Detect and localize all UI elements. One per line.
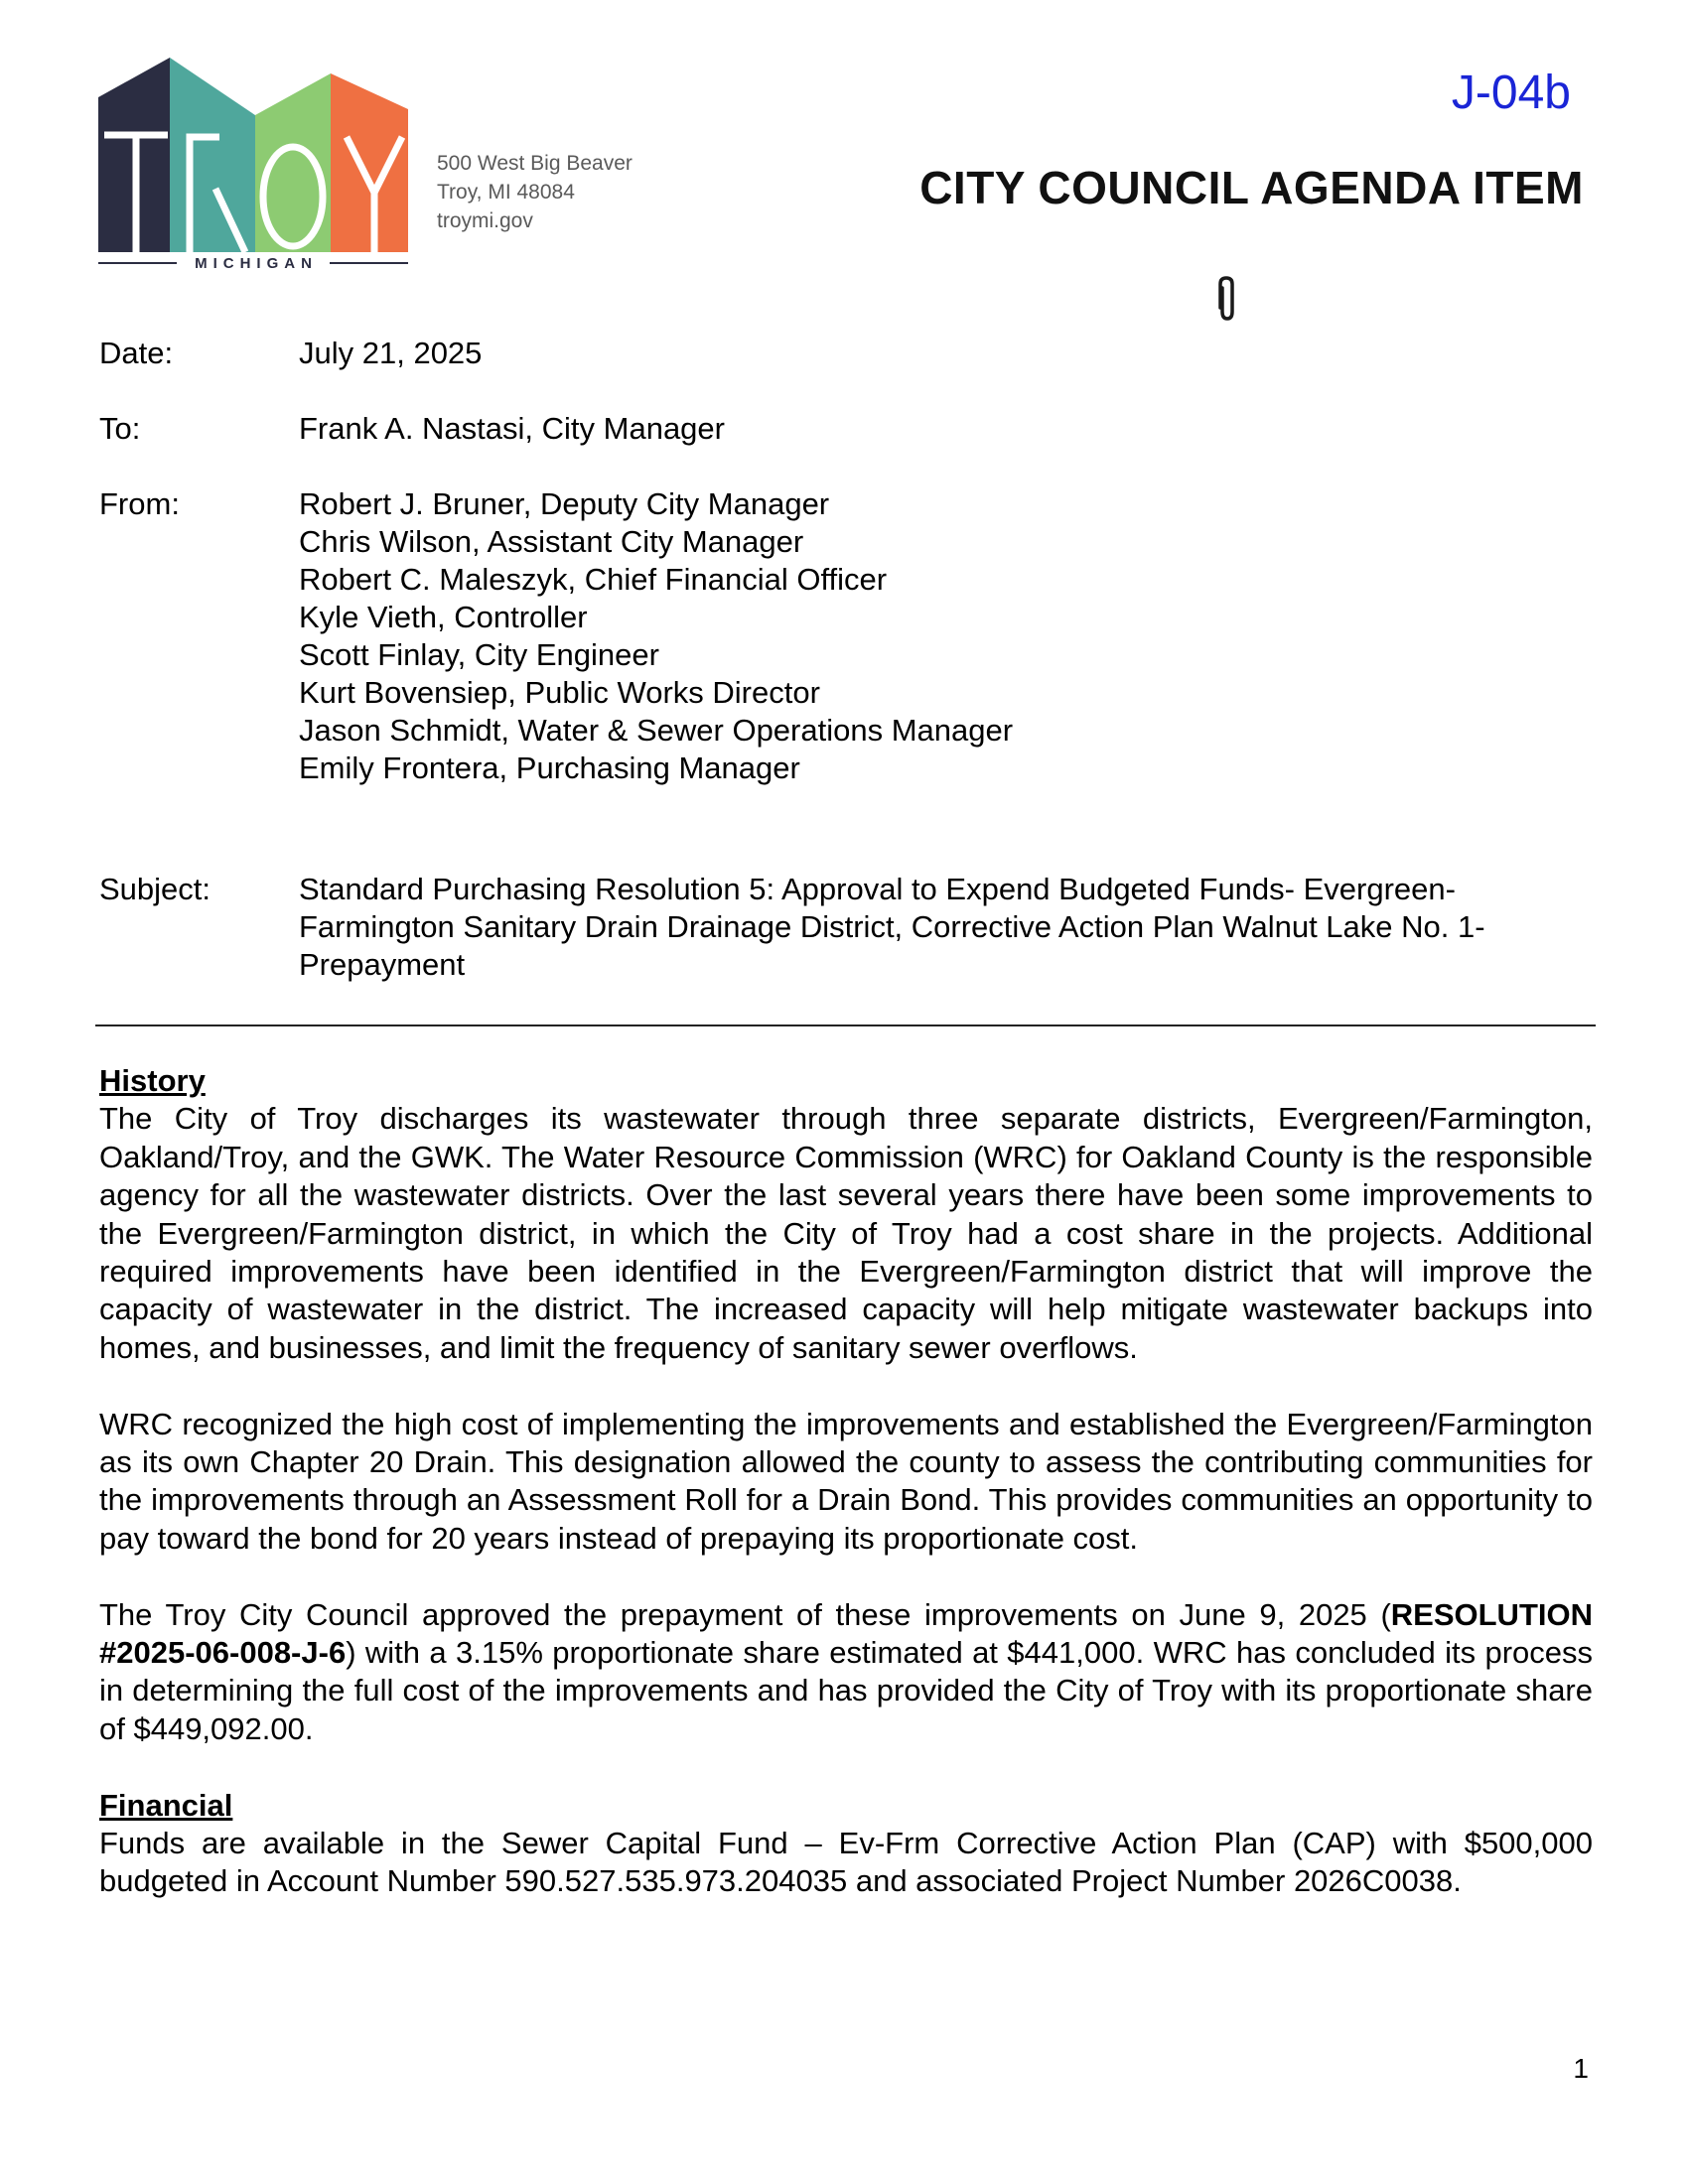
from-item: Kyle Vieth, Controller: [299, 600, 588, 634]
page-number: 1: [1573, 2053, 1589, 2084]
p3-text-before: The Troy City Council approved the prepayment of these improvements on June 9, 2025 (: [99, 1596, 1391, 1632]
p3-text-after: ) with a 3.15% proportionate share estimated at $441,000. WRC has concluded its process in determining the full cost of the improvements and has provided the City of Troy with its proportionate share of $449,092.00.: [99, 1635, 1593, 1746]
address-website[interactable]: troymi.gov: [437, 209, 533, 232]
troy-logo-mark: [98, 58, 408, 252]
history-paragraph-2: WRC recognized the high cost of implementing the improvements and established the Evergreen/Farmington as its own Chapter 20 Drain. This designation allowed the county to assess the contributing communities for the improvements through an Assessment Roll for a Drain Bond. This provides communities an opportunity to pay toward the bond for 20 years instead of prepaying its proportionate cost.: [99, 1406, 1593, 1556]
from-list: [299, 485, 1013, 787]
from-item: Emily Frontera, Purchasing Manager: [299, 751, 800, 785]
date-value: July 21, 2025: [299, 336, 483, 370]
financial-heading: Financial: [99, 1787, 233, 1823]
subject-value: Standard Purchasing Resolution 5: Approval to Expend Budgeted Funds- Evergreen-Farmington Sanitary Drain Drainage District, Corrective Action Plan Walnut Lake No. 1-Prepayment: [299, 872, 1485, 982]
memo-header: [99, 335, 1013, 825]
address-city: Troy, MI 48084: [437, 181, 575, 204]
from-item: Jason Schmidt, Water & Sewer Operations Manager: [299, 713, 1014, 748]
agenda-item-code: J-04b: [1451, 67, 1571, 119]
date-row: [99, 335, 1013, 372]
from-row: [99, 485, 1013, 787]
financial-paragraph: Funds are available in the Sewer Capital Fund – Ev-Frm Corrective Action Plan (CAP) with $500,000 budgeted in Account Number 590.527.535.973.204035 and associated Project Number 2026C0038.: [99, 1826, 1593, 1899]
from-item: Kurt Bovensiep, Public Works Director: [299, 675, 820, 710]
to-value: Frank A. Nastasi, City Manager: [299, 411, 725, 446]
address-street: 500 West Big Beaver: [437, 152, 633, 175]
paperclip-icon[interactable]: [1213, 274, 1239, 324]
to-label: To:: [99, 411, 141, 446]
city-address: [437, 149, 633, 235]
from-item: Robert C. Maleszyk, Chief Financial Officer: [299, 562, 888, 597]
memo-body: [99, 1062, 1593, 1901]
subject-label: Subject:: [99, 872, 211, 906]
history-paragraph-1: The City of Troy discharges its wastewater through three separate districts, Evergreen/Farmington, Oakland/Troy, and the GWK. The Water Resource Commission (WRC) for Oakland County is the responsible agency for all the wastewater districts. Over the last several years there have been some improvements to the Evergreen/Farmington district, in which the City of Troy had a cost share in the projects. Additional required improvements have been identified in the Evergreen/Farmington district that will improve the capacity of wastewater in the district. The increased capacity will help mitigate wastewater backups into homes, and businesses, and limit the frequency of sanitary sewer overflows.: [99, 1101, 1593, 1365]
from-item: Scott Finlay, City Engineer: [299, 637, 659, 672]
subject-row: [99, 871, 1589, 984]
history-paragraph-3: [99, 1596, 1593, 1749]
troy-logo: [98, 58, 408, 274]
from-item: Chris Wilson, Assistant City Manager: [299, 524, 804, 559]
to-row: [99, 410, 1013, 448]
date-label: Date:: [99, 336, 174, 370]
divider: [95, 1024, 1596, 1026]
logo-subtext: MICHIGAN: [98, 252, 408, 274]
page-title: CITY COUNCIL AGENDA ITEM: [919, 162, 1584, 213]
from-label: From:: [99, 486, 180, 521]
from-item: Robert J. Bruner, Deputy City Manager: [299, 486, 830, 521]
history-heading: History: [99, 1063, 206, 1098]
resolution-number: RESOLUTION #2025-06-008-J-6: [99, 1596, 1593, 1671]
